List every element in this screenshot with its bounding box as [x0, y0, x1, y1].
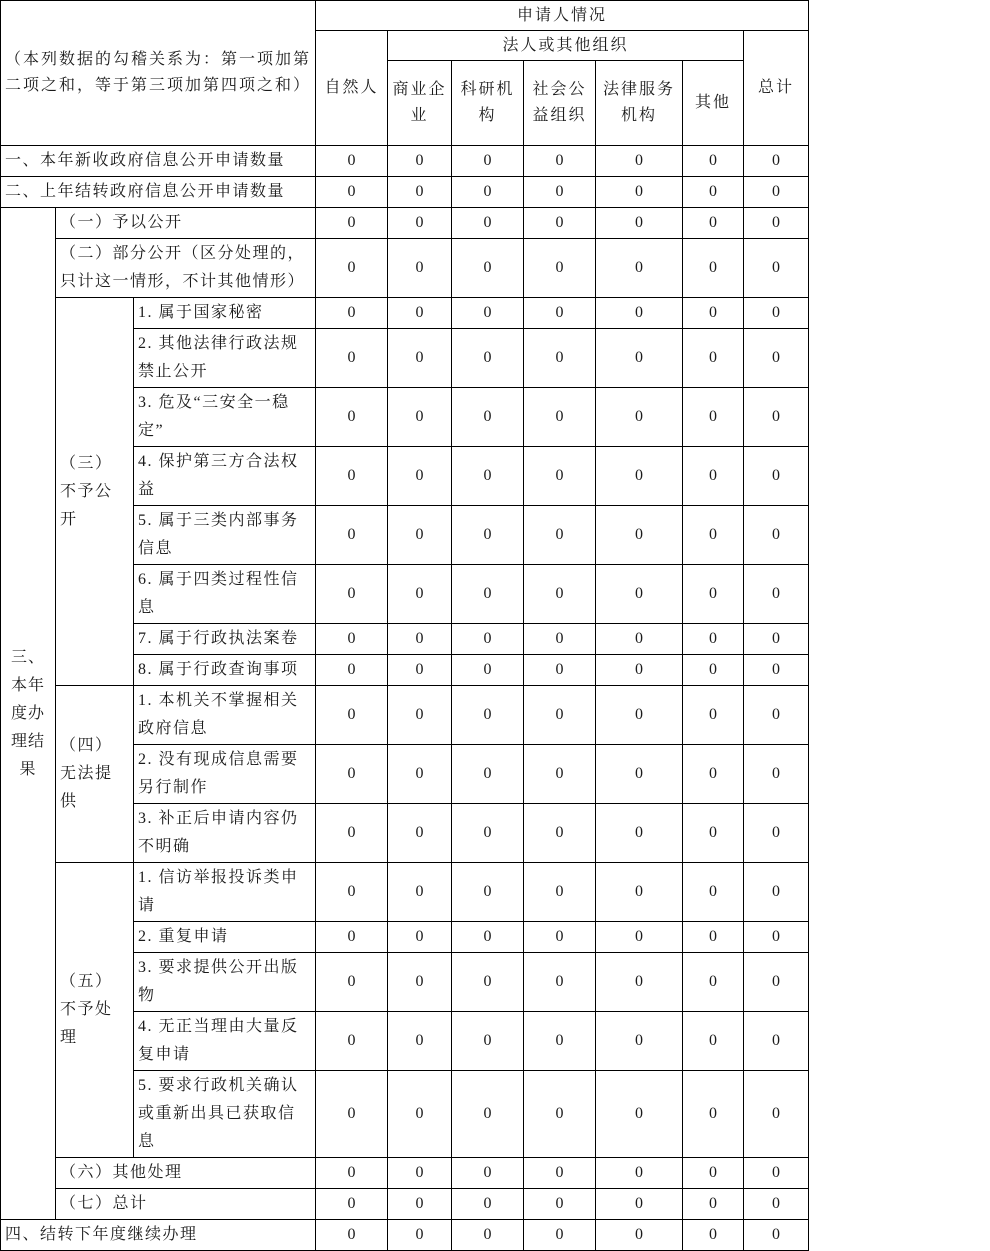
table-row	[1, 1189, 809, 1220]
row-label: 4. 保护第三方合法权益	[134, 447, 316, 506]
row-label: （二）部分公开（区分处理的，只计这一情形，不计其他情形）	[56, 239, 316, 298]
value-cell: 0	[744, 565, 809, 624]
header-row-1	[1, 1, 809, 31]
value-cell: 0	[388, 146, 452, 177]
value-cell: 0	[524, 745, 596, 804]
value-cell: 0	[388, 565, 452, 624]
value-cell: 0	[388, 863, 452, 922]
row-label: 2. 没有现成信息需要另行制作	[134, 745, 316, 804]
value-cell: 0	[316, 298, 388, 329]
value-cell: 0	[683, 1189, 744, 1220]
value-cell: 0	[683, 624, 744, 655]
value-cell: 0	[524, 388, 596, 447]
value-cell: 0	[524, 624, 596, 655]
value-cell: 0	[744, 1220, 809, 1251]
value-cell: 0	[524, 922, 596, 953]
value-cell: 0	[683, 208, 744, 239]
row-label: 5. 属于三类内部事务信息	[134, 506, 316, 565]
value-cell: 0	[524, 447, 596, 506]
value-cell: 0	[452, 624, 524, 655]
value-cell: 0	[388, 1012, 452, 1071]
value-cell: 0	[388, 624, 452, 655]
value-cell: 0	[452, 146, 524, 177]
value-cell: 0	[683, 1158, 744, 1189]
value-cell: 0	[524, 208, 596, 239]
value-cell: 0	[596, 953, 683, 1012]
value-cell: 0	[596, 745, 683, 804]
value-cell: 0	[452, 329, 524, 388]
value-cell: 0	[596, 863, 683, 922]
value-cell: 0	[683, 922, 744, 953]
value-cell: 0	[316, 208, 388, 239]
value-cell: 0	[316, 655, 388, 686]
value-cell: 0	[524, 146, 596, 177]
header-other: 其他	[683, 61, 744, 146]
row-label: 3. 补正后申请内容仍不明确	[134, 804, 316, 863]
value-cell: 0	[452, 1012, 524, 1071]
value-cell: 0	[388, 953, 452, 1012]
table-row	[1, 239, 809, 298]
value-cell: 0	[388, 506, 452, 565]
row-label: 6. 属于四类过程性信息	[134, 565, 316, 624]
value-cell: 0	[596, 1158, 683, 1189]
table-row	[1, 298, 809, 329]
value-cell: 0	[452, 1189, 524, 1220]
value-cell: 0	[524, 329, 596, 388]
value-cell: 0	[452, 388, 524, 447]
value-cell: 0	[744, 655, 809, 686]
value-cell: 0	[683, 329, 744, 388]
value-cell: 0	[596, 208, 683, 239]
table-row	[1, 146, 809, 177]
value-cell: 0	[744, 863, 809, 922]
row-label: 四、结转下年度继续办理	[1, 1220, 316, 1251]
reconciliation-note: （本列数据的勾稽关系为：第一项加第二项之和，等于第三项加第四项之和）	[1, 1, 316, 146]
value-cell: 0	[452, 239, 524, 298]
value-cell: 0	[596, 1071, 683, 1158]
row-label: 1. 本机关不掌握相关政府信息	[134, 686, 316, 745]
value-cell: 0	[316, 565, 388, 624]
value-cell: 0	[316, 146, 388, 177]
value-cell: 0	[744, 953, 809, 1012]
value-cell: 0	[388, 1071, 452, 1158]
value-cell: 0	[524, 565, 596, 624]
value-cell: 0	[524, 1012, 596, 1071]
value-cell: 0	[388, 922, 452, 953]
value-cell: 0	[596, 1220, 683, 1251]
value-cell: 0	[524, 1189, 596, 1220]
header-commercial-enterprise: 商业企业	[388, 61, 452, 146]
table-row	[1, 208, 809, 239]
value-cell: 0	[744, 624, 809, 655]
value-cell: 0	[316, 1158, 388, 1189]
value-cell: 0	[744, 1158, 809, 1189]
value-cell: 0	[596, 388, 683, 447]
table-row	[1, 1158, 809, 1189]
row-label: 1. 信访举报投诉类申请	[134, 863, 316, 922]
header-applicant-situation: 申请人情况	[316, 1, 809, 31]
value-cell: 0	[524, 804, 596, 863]
value-cell: 0	[452, 565, 524, 624]
value-cell: 0	[596, 655, 683, 686]
table-row	[1, 1220, 809, 1251]
value-cell: 0	[388, 686, 452, 745]
value-cell: 0	[596, 686, 683, 745]
value-cell: 0	[388, 208, 452, 239]
group-label-not-process: （五）不予处理	[56, 863, 134, 1158]
value-cell: 0	[524, 177, 596, 208]
value-cell: 0	[452, 506, 524, 565]
value-cell: 0	[388, 239, 452, 298]
value-cell: 0	[388, 655, 452, 686]
value-cell: 0	[683, 239, 744, 298]
value-cell: 0	[596, 1189, 683, 1220]
value-cell: 0	[388, 329, 452, 388]
value-cell: 0	[452, 1158, 524, 1189]
value-cell: 0	[744, 208, 809, 239]
value-cell: 0	[388, 1189, 452, 1220]
value-cell: 0	[524, 953, 596, 1012]
value-cell: 0	[388, 298, 452, 329]
value-cell: 0	[316, 1220, 388, 1251]
row-label: 2. 其他法律行政法规禁止公开	[134, 329, 316, 388]
value-cell: 0	[683, 745, 744, 804]
header-social-welfare-org: 社会公益组织	[524, 61, 596, 146]
value-cell: 0	[316, 388, 388, 447]
value-cell: 0	[744, 804, 809, 863]
row-label: （一）予以公开	[56, 208, 316, 239]
group-label-unable-provide: （四）无法提供	[56, 686, 134, 863]
value-cell: 0	[452, 208, 524, 239]
group-label-section3: 三、本年度办理结果	[1, 208, 56, 1220]
header-total: 总计	[744, 31, 809, 146]
value-cell: 0	[452, 804, 524, 863]
value-cell: 0	[596, 447, 683, 506]
value-cell: 0	[524, 298, 596, 329]
value-cell: 0	[683, 863, 744, 922]
row-label: 3. 危及“三安全一稳定”	[134, 388, 316, 447]
value-cell: 0	[452, 953, 524, 1012]
table-row	[1, 863, 809, 922]
row-label: 一、本年新收政府信息公开申请数量	[1, 146, 316, 177]
value-cell: 0	[316, 804, 388, 863]
value-cell: 0	[744, 239, 809, 298]
value-cell: 0	[316, 686, 388, 745]
row-label: 7. 属于行政执法案卷	[134, 624, 316, 655]
value-cell: 0	[524, 239, 596, 298]
value-cell: 0	[596, 922, 683, 953]
row-label: 3. 要求提供公开出版物	[134, 953, 316, 1012]
value-cell: 0	[596, 298, 683, 329]
table-row	[1, 177, 809, 208]
value-cell: 0	[524, 1158, 596, 1189]
value-cell: 0	[316, 922, 388, 953]
header-natural-person: 自然人	[316, 31, 388, 146]
value-cell: 0	[524, 1071, 596, 1158]
value-cell: 0	[744, 686, 809, 745]
value-cell: 0	[744, 1189, 809, 1220]
value-cell: 0	[316, 1012, 388, 1071]
value-cell: 0	[596, 239, 683, 298]
value-cell: 0	[316, 447, 388, 506]
value-cell: 0	[316, 177, 388, 208]
table-row	[1, 686, 809, 745]
value-cell: 0	[683, 1012, 744, 1071]
value-cell: 0	[744, 177, 809, 208]
value-cell: 0	[744, 329, 809, 388]
value-cell: 0	[388, 177, 452, 208]
value-cell: 0	[452, 177, 524, 208]
value-cell: 0	[316, 506, 388, 565]
row-label: 4. 无正当理由大量反复申请	[134, 1012, 316, 1071]
value-cell: 0	[683, 686, 744, 745]
value-cell: 0	[388, 447, 452, 506]
value-cell: 0	[744, 298, 809, 329]
value-cell: 0	[452, 1220, 524, 1251]
header-legal-service-org: 法律服务机构	[596, 61, 683, 146]
value-cell: 0	[683, 146, 744, 177]
value-cell: 0	[388, 804, 452, 863]
value-cell: 0	[524, 686, 596, 745]
group-label-not-disclose: （三）不予公开	[56, 298, 134, 686]
value-cell: 0	[452, 655, 524, 686]
value-cell: 0	[683, 447, 744, 506]
value-cell: 0	[316, 624, 388, 655]
header-research-institution: 科研机构	[452, 61, 524, 146]
value-cell: 0	[452, 1071, 524, 1158]
value-cell: 0	[683, 388, 744, 447]
value-cell: 0	[744, 1012, 809, 1071]
value-cell: 0	[316, 329, 388, 388]
value-cell: 0	[524, 863, 596, 922]
value-cell: 0	[452, 686, 524, 745]
value-cell: 0	[744, 922, 809, 953]
row-label: （六）其他处理	[56, 1158, 316, 1189]
value-cell: 0	[316, 1189, 388, 1220]
value-cell: 0	[388, 1158, 452, 1189]
value-cell: 0	[316, 745, 388, 804]
value-cell: 0	[744, 447, 809, 506]
value-cell: 0	[596, 177, 683, 208]
value-cell: 0	[596, 146, 683, 177]
value-cell: 0	[524, 1220, 596, 1251]
value-cell: 0	[596, 804, 683, 863]
value-cell: 0	[596, 565, 683, 624]
value-cell: 0	[683, 506, 744, 565]
value-cell: 0	[388, 745, 452, 804]
value-cell: 0	[524, 655, 596, 686]
value-cell: 0	[316, 1071, 388, 1158]
row-label: 5. 要求行政机关确认或重新出具已获取信息	[134, 1071, 316, 1158]
row-label: 2. 重复申请	[134, 922, 316, 953]
value-cell: 0	[316, 239, 388, 298]
value-cell: 0	[683, 804, 744, 863]
value-cell: 0	[683, 655, 744, 686]
value-cell: 0	[744, 1071, 809, 1158]
row-label: 8. 属于行政查询事项	[134, 655, 316, 686]
value-cell: 0	[744, 506, 809, 565]
value-cell: 0	[683, 1220, 744, 1251]
row-label: 二、上年结转政府信息公开申请数量	[1, 177, 316, 208]
value-cell: 0	[683, 298, 744, 329]
row-label: （七）总计	[56, 1189, 316, 1220]
value-cell: 0	[524, 506, 596, 565]
value-cell: 0	[452, 922, 524, 953]
value-cell: 0	[452, 298, 524, 329]
value-cell: 0	[596, 329, 683, 388]
value-cell: 0	[596, 506, 683, 565]
value-cell: 0	[388, 388, 452, 447]
header-legal-org: 法人或其他组织	[388, 31, 744, 61]
value-cell: 0	[316, 953, 388, 1012]
value-cell: 0	[316, 863, 388, 922]
value-cell: 0	[683, 953, 744, 1012]
value-cell: 0	[683, 177, 744, 208]
value-cell: 0	[683, 1071, 744, 1158]
value-cell: 0	[452, 745, 524, 804]
value-cell: 0	[452, 447, 524, 506]
value-cell: 0	[744, 745, 809, 804]
value-cell: 0	[744, 146, 809, 177]
value-cell: 0	[683, 565, 744, 624]
value-cell: 0	[596, 1012, 683, 1071]
value-cell: 0	[388, 1220, 452, 1251]
value-cell: 0	[596, 624, 683, 655]
value-cell: 0	[452, 863, 524, 922]
row-label: 1. 属于国家秘密	[134, 298, 316, 329]
value-cell: 0	[744, 388, 809, 447]
